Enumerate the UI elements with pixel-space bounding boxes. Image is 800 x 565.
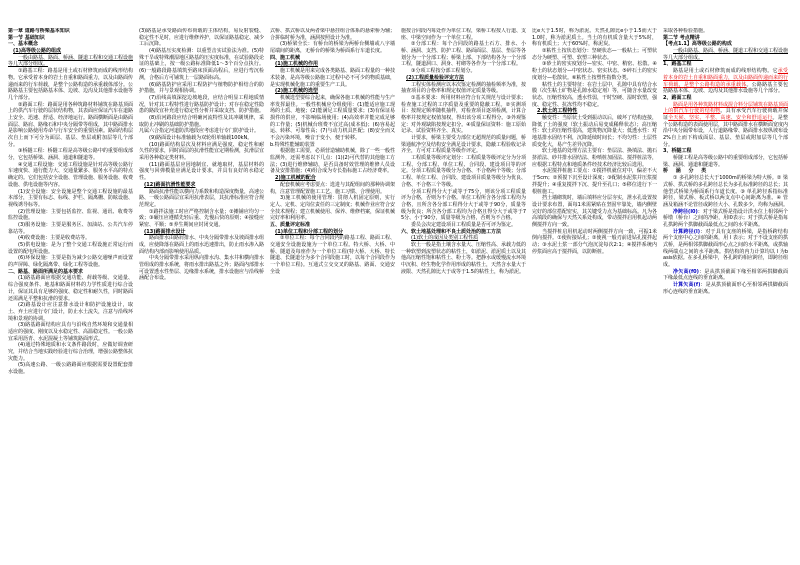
sub-heading: 2)施工机械的配合	[275, 175, 316, 182]
paragraph: 软土一般是指土壤含水量大、压缩性高、承载力低的一种软塑到流塑状态的粘性土，如淤泥、淤泥质土以及其他高压缩性饱和粘性土、粉土等。把静水或缓慢流水环境中沉积、经生物化学作用形成的粘性土，天然含水量大于液限、天然孔隙比大于或等于1.5的粘性土，称为淤泥。	[401, 242, 526, 275]
topic-heading: 二、路基、路面所满足的基本要求	[8, 268, 84, 275]
paragraph: 式桥、拱式桥以及两者梁中悬挂组合体系的悬索桥为辅；合拼临时桥为准，涵洞按照设计为准。	[270, 28, 395, 41]
paragraph	[663, 102, 788, 149]
paragraph: (3)服务设施：主要是服务区、加油站、公共汽车停靠站等。	[8, 221, 133, 235]
paragraph: 3)施工机械的使用管理：贯彻人机固定原则，实行定人、定机、定岗位责任的三定制度；机械作业应符合安全技术规程；建立机械使用、保养、维修档案，保证机械完好率和利用率。	[270, 195, 395, 222]
text-run: ：对于梁式桥是指设计洪水位上相邻两个桥墩（桥台）之间的净距，用l0表示；对于拱式桥是指每孔拱跨两个拱脚截面最低点之间的水平距离。	[663, 208, 788, 228]
paragraph: (4)路基压实度检测：以重型击实试验法为准。(5)特殊干旱或特殊潮湿地区路基的压实度标准，在试验路段论证的基础上，按一级公路标准降低1～3个百分点执行。(6)一般路段路基填筑至路床顶面高程后，应进行弯沉检测，合格后方可铺筑上一层路面标高。	[139, 48, 264, 81]
paragraph: ②分部工程：每个合同段的路基土石方、排水、小桥、涵洞、支挡、防护工程、路面面层、基层、垫层等各划分为一个分部工程；桥梁上部、下部结构各为一个分部工程，隧道洞口、洞身、衬砌等各作为一个分部工程。	[401, 41, 526, 68]
sub-heading: (2)施工机械的选型	[275, 88, 319, 95]
paragraph: 配套机械应考虑要点：选进与其配组间的那种协调架构，注意管理配置施工工艺、施工习惯、合理使用。	[270, 181, 395, 195]
paragraph: 工程实体检测应以本次鉴定检测的抽检频率为准，按抽查项目的合格率和规定权值评定质量等级。	[401, 81, 526, 95]
paragraph: (2)管理设施：主要包括监控、监视、通讯、收费等监控设施。	[8, 208, 133, 222]
text-run: ：是从拱顶截面形心至相邻两拱脚截面形心连线的垂直距离。	[663, 282, 788, 295]
key-sentence: (1)软土的成因及类别工程性质	[411, 235, 479, 242]
paragraph: (5)供电设施：是为了整个交通工程设施正常运行而设置的配电所设施。	[8, 242, 133, 255]
text-run: 路面是用各种筑路材料或混合料分层铺筑在路基顶面上的供汽车行驶的结构物	[663, 101, 788, 115]
paragraph	[663, 269, 788, 282]
topic-heading: 五、质量评定标准	[270, 221, 311, 228]
key-sentence: 一般由路基、路面、桥涵、隧道工程和交通工程设施等几大部分组成。	[8, 54, 133, 68]
paragraph: ①路拌法施工时应严格控制含水量；②摊铺应均匀一致；③碾压应遵循先轻后重、先慢后快的原则；④接缝应紧密、平顺；⑤养生期间应封闭交通。	[139, 208, 264, 228]
paragraph: (7)沿线高填深挖边坡地段，应结合明显工程地质情况，针对其工程特性进行路基防护设计；对存在稳定性隐患的路段宜补充进行稳定性分析并采取支挡、防护措施。	[139, 94, 264, 115]
sub-heading: 2.软土的工程特性	[537, 108, 578, 115]
sub-heading: (13)路面排水设计	[144, 228, 186, 235]
paragraph: (10)路面结构层次及材料应满足强度、稳定性和耐久性的要求，同时面层的抗滑性能宜定期检测，抗滑层宜采用各种稳定类材料。	[139, 141, 264, 162]
sub-heading: (2)工程质量检验评定方法	[406, 74, 465, 81]
paragraph: ①基本要求：所用材料应符合有关规范与设计要求；检查施工过程的工序质量及重要的隐蔽工程。②实测项目：按规定频率随机抽样，对检查项目逐项检测，计算合格率并按规定权值加权，得出该分项工程得分。③外观鉴定：对外观缺陷按规定扣分。④质量保证资料：施工原始记录、试验资料齐全、真实。	[401, 94, 526, 135]
text-run: 计算矢高(f)	[673, 282, 701, 289]
sub-heading: 1、路基工程	[663, 61, 692, 68]
topic-heading: 六、软土地基处理和不良土质处治的施工方法	[401, 228, 502, 235]
paragraph: b.特殊性能辅助装置	[270, 141, 315, 148]
text-run: ：对于具有支座的桥梁，是指桥跨结构两个支座中心之间的距离，用 l 表示；对于不设支座的拱式桥，是两相邻拱脚截面形心点之间的水平距离，或拱轴线两端点之间的水平距离。拱结构的内力计算均以 l 为basis依据。在多孔桥梁中，各孔跨的相应跨径，即跨径组成。	[663, 228, 788, 269]
paragraph: ① 多孔跨径总长大于1000m的桥梁为特大桥。② 梁式桥、拱式桥的多孔跨径总长为多孔标准跨径的总长；其他型式桥梁为桥面系行车道长度。③ 单孔跨径系指标准跨径，梁式桥、板式桥以两支点中心间距离为准。④ 管涵及箱涵不论管径或跨径大小、孔数多少，均称为涵洞。	[663, 175, 788, 208]
paragraph: (9)路面设计标准轴载为双轮组单轴载100kN。	[149, 135, 253, 141]
paragraph: ③砂土的密实度划分—密实、中密、稍密、松散。④粉土的状态划分—中密状态、密实状态。⑤碎石土的密实度划分—松散状。⑥粘性土按塑性指数分类。	[532, 61, 657, 81]
paragraph	[663, 229, 788, 269]
paragraph: ①路基工程：路基是用土或石材修筑而成的线形结构物。它承受着本身的岩土自重和路面重力，以及由路面传递而来的行车荷载，是整个公路构造的承重载体部分。公路路基主要包括路基本体、边坡、边沟及其他排水设施等几个部分。	[8, 68, 133, 101]
topic-heading: 四、施工机械	[270, 54, 301, 61]
paragraph: (4)收费设施：主要是收费站等。	[18, 235, 91, 242]
paragraph: (3)桥梁全长：有桥台的桥梁为两桥台侧墙或八字墙尾端间的距离，无桥台的桥梁为桥面系行车道长度。	[270, 41, 395, 55]
text-run: 路基是用土或石材修筑而成的线形结构物。它	[673, 68, 778, 75]
paragraph: (11)路面基层应因地制宜、就地取材，基层材料的强度与回弹模量应满足设计要求，并具有良好的水稳定性。	[139, 161, 264, 182]
sub-heading: (1)单位工程和分部工程的划分	[275, 228, 344, 235]
paragraph: (3)路基是承受路面传布荷载的主体结构，易反射裂缝、稳定性不足时，应进行维修养护，以保证路基稳定、减少工后沉降。	[139, 28, 264, 48]
paragraph: (6)环保设施：主要是指为减少公路交通噪声而设置的声屏障、绿化隔离带、绿化工程等设施。	[8, 255, 133, 269]
paragraph: (4)通过特殊地质和水文条件路段时，应做好调查研究，并结合当地实践经验进行综合治理，增强公路整体抗灾能力。	[8, 342, 133, 362]
text-run: 。公路路基主要包括路基本体、边坡、边沟及其他排水设施等几个部分。	[663, 81, 788, 95]
sub-heading: (1)高等级公路的组成	[13, 48, 62, 55]
chapter-title: 第一章 道路与桥梁基本知识	[8, 28, 70, 34]
text-column-1	[8, 28, 133, 376]
paragraph	[663, 68, 788, 95]
paragraph: (2)路基设计应注意排水设计和防护设施设计，取土、弃土应进行专门设计，防止水土流失，注意与沿线环境和景观的协调。	[8, 302, 133, 322]
paragraph: ②单位工程：每个合同段内的路基工程、路面工程、交通安全设施设施为一个单位工程。特大桥、大桥、中桥、隧道及每座作为一个单位工程(特大桥、大桥、特长隧道、长隧道分为多个合同段施工时，以每个合同段作为一个单位工程)。互通式立交交叉的路基、路面、交通安全设	[270, 235, 395, 275]
paragraph: (1)路基路面应根据交通功能、荷载等级、交通量、综合强度条件、地基和路面材料的力学性质进行综合设计，保证其具有足够的强度、稳定性和耐久性，同时路面还需满足平整和抗滑的要求。	[8, 275, 133, 302]
paragraph: (1)安全设施：安全设施是整个交通工程设施的最基本部分，主要有标志、标线、护栏、隔离栅、防眩设施、视线诱导标等。	[8, 188, 133, 208]
key-sentence: 一般由路基、路面、桥涵、隧道工程和交通工程设施等几大部分组成。	[663, 48, 788, 61]
paragraph: 路面排水由路肩排水、中央分隔带排水及坡面排水组成，应使降落在路面上的雨水迅速排出，防止雨水渗入路面结构内部而影响使用品质。	[139, 235, 264, 255]
paragraph: 路面抗滑性能以横向力系数和构造深度衡量，高速公路、一级公路面层宜采用抗滑表层，其抗滑标准应符合规范规定。	[139, 188, 264, 208]
paragraph: ③分项工程按分部工程划分。	[411, 68, 476, 75]
section-heading: 第一节 基础知识	[8, 34, 45, 41]
paragraph	[663, 209, 788, 229]
paragraph: 触变性：当原状土受到振动以后，破坏了结构连接，降低了土的强度（软土振动后易变成稀释状态）；高压缩性：软土的压缩性很高，建筑物沉降量大；低透水性：对地基排水固结不利，沉降延续时间长；不均匀性：土层性质变化大，易产生差异沉降。	[532, 114, 657, 148]
paragraph: (6)路基防护应采用工程防护与植物防护相结合的防护措施，并与景观相协调。	[139, 81, 264, 95]
text-column-6	[663, 28, 788, 296]
paragraph: 施工机械是用来完成各类路基、路面工程量的一种技术装备，是高等级公路施工过程中必不可少的物质基础，是实现机械化施工的重要生产工具。	[270, 68, 395, 88]
topic-heading: 【考点1.1】高等级公路的构成	[663, 41, 732, 48]
text-column-5	[532, 28, 657, 255]
paragraph: 水泥搅拌桩施工要点：①搅拌机就位对中，偏差不大于5cm；②预搅下沉至设计深度；③配制水泥浆并压浆搅拌提升；④重复搅拌下沉、提升至孔口；⑤移位进行下一根桩施工。	[532, 168, 657, 195]
text-run: 净跨径(l0)	[673, 208, 698, 215]
paragraph: 粘性土的主要特征：在岩土层中，孔隙中具有结合水膜（次生粘土矿物是孔隙水稳定剂）等，可随含水量改变状态，压缩性较高，透水性弱，干时坚硬、湿时软塑，强度、稳定性、抗冻性均不稳定。	[532, 81, 657, 108]
sub-heading: (1)施工机械的作用	[275, 61, 319, 68]
topic-heading: 一、基本概念	[8, 41, 39, 48]
sub-heading: 2、路面工程	[663, 94, 692, 101]
paragraph: 委员会决定建设项目工程质量是否可评为鉴定。	[411, 221, 517, 228]
section-heading: 第二节 考点精讲	[663, 34, 700, 41]
paragraph: ②粘性土按状态划分：坚硬状态—一般粘土；可塑状态分为硬塑、可塑、软塑三种状态。	[532, 48, 657, 61]
text-run: ：是从拱顶截面下缘至相邻两拱脚截面下缘最低点连线的垂直距离。	[663, 268, 788, 282]
paragraph: ③桥隧工程：桥隧工程是高等级公路中的重要组成部分，它包括桥梁、涵洞、通道和隧道等。	[8, 148, 133, 162]
sub-heading: 桥 涵 分 类	[663, 168, 710, 175]
paragraph: 挡土墙砌筑时，墙后填料应分层夯实，泄水孔设置按设计要求布置，面每1米需紧贴在坚固牢靠处，墙内侧壁完好的部位搭配密实，其关键受力点为基础标高。凡为各高填段的确保与天然关系处构成，带动搅拌启用机起动两侧搅拌方向一致。	[532, 195, 657, 228]
paragraph: 桥隧工程是高等级公路中的重要组成部分，它包括桥梁、涵洞、通道和隧道等。	[663, 155, 788, 168]
paragraph: ②路面工程：路面是用各种筑路材料铺筑在路基顶面上的供汽车行驶的层状结构物，其表面应保证汽车在道路上安全、迅速、舒适、经济地运行。路面横断面是由路面面层、路肩、路缘石和中央分隔带等组成，其中路面排水是影响公路使用寿命与行车安全的重要因素。路面结构层次自上而下可分为面层、基层、垫层或附加层等几个部分。	[8, 101, 133, 148]
text-run: 。是整个公路构造的表面使用层，其中路面排水在横断面宽度内沿中央分隔带布设，人行道路缘带、路面排水按纵坡布设2%自上而下构成面层、基层、垫层或附加层等几个部分。	[663, 114, 788, 148]
paragraph: 计要求，桥梁主要受力部位无超规范的质量问题，桥梁通航净空及结构安全满足设计要求，隐蔽工程验收记录齐全，方可对工程质量等级作评定。	[401, 135, 526, 155]
paragraph: 施按合同段内每处作为单位工程，梁桥工程按人行道、支座、中梁空间作为一个单位工程。	[401, 28, 526, 41]
paragraph: 分项工程得分大于或等于75分，则该分项工程质量评为合格，否则为不合格。单位工程所含各分部工程均为合格，且所含各分部工程得分大于或等于90分，质量等级为优良；所含各分部工程均为合格且得分大于或等于75分、小于90分，质量等级为合格，否则为不合格。	[401, 188, 526, 222]
paragraph: 中央分隔带排水采用纵向排水沟、集水井和横向排水管组成的排水系统，将雨水排出路基之外；路面内部排水可设置透水性垫层、边缘排水系统，排水设施应与沿线桥涵配合布设。	[139, 255, 264, 282]
text-run: 承受着本身的岩土自重和路面重力，以及由路面传递而来的行车荷载，是整个公路构造的承重载体	[663, 68, 788, 88]
paragraph: 采取各种检验措施。	[663, 28, 709, 34]
text-column-3	[270, 28, 395, 275]
paragraph: 比e大于1.5时，称为淤泥。天然孔隙比e小于1.5而大于1.0时，称为淤泥质土。当土的有机质含量大于5%时，称有机质土；大于60%时，称泥炭。	[532, 28, 657, 48]
paragraph: (5)高速公路、一级公路路面应根据需要设置配套排水设施。	[8, 362, 133, 376]
paragraph: 当搅拌桩启用机起动时两侧搅拌方向一致，可振1米倒向搅拌。①使衔接钻孔；②使视一般刃前进钻孔搅拌起动；③水泥土浆一部分气泡沉淀每次2:1；④搅拌系统内停浆面应高于搅拌面，以防断桩。	[532, 228, 657, 255]
text-column-4	[401, 28, 526, 275]
paragraph: 工程质量等级评定划分：工程质量等级评定分为分项工程、分部工程、单位工程、合同段、建设项目等的评定。分项工程质量等级分为合格、不合格两个等级；分部工程、单位工程、合同段、建设项目质量等级分为优良、合格、不合格三个等级。	[401, 155, 526, 188]
paragraph: 根据施工需要，必须营造辅助机械，除了一些一般性监测外，还需考虑以下几点：(1)(2)可代替的其他施工方法；(3)进行维修辅助，是否具备时效管理的维修人员设备及安排措施；(4)组合成为专长指标施工占经济费率。	[270, 148, 395, 175]
text-run: 净矢高(f0)	[673, 268, 699, 275]
text-column-2	[139, 28, 264, 282]
paragraph: 凡属六合指定河道防洪地段应考虑进行专门防护设计。	[139, 128, 260, 135]
paragraph	[663, 282, 788, 295]
text-run: 计算跨径(l)	[673, 228, 700, 235]
sub-heading: 3、桥隧工程	[663, 148, 692, 155]
paragraph: (3)路基路面结构应具有与沿线自然环境和交通量相适应的强度、刚度以及水稳定性、高温稳定性。一般公路宜采用沥青、水泥混凝土等铺筑路面形式。	[8, 322, 133, 342]
sub-heading: (12)路面抗滑性能要求	[144, 181, 196, 188]
paragraph: 软土地基的处理方法主要有：垫层法、换填法、抛石挤淤法、砂井排水固结法、粉喷桩加固法、搅拌桩法等，应根据工程特点和地质条件经技术经济比较后选用。	[532, 148, 657, 168]
text-run: 。具有承受汽车行驶荷载并保证	[663, 108, 788, 121]
paragraph: (8)沿河路段应结合明确河流特性及其冲刷规律，采取防止冲刷的基础防护措施。	[139, 114, 264, 128]
paragraph: 机械选型要综合起来，确保各施工机械的性能与生产率发挥最佳。一般性机械应分组使用：(1)能适应施工现场的土质、地貌；(2)能满足工程质量要求；(3)有保证易损件的供应，不影响临场使用；(4)高效率并能完成足够的工作量；(5)机械台班费不宜过高(成本低)；(6)容易起运、转移、可靠性高；(7)与动力机具匹配；(8)安全而又不会污染环境，噪音于变小，便于转移。	[270, 94, 395, 141]
paragraph: ④交通工程设施：交通工程设施是针对高等级公路行车速度快、通行能力大、交通量繁多、服务水平高的特点确定的。它们包括安全设施、管理设施、服务设施、收费设施、供电设施等内容。	[8, 161, 133, 188]
text-run: 全天候、坚实、平整、高速、安全和舒适运行	[668, 114, 773, 121]
